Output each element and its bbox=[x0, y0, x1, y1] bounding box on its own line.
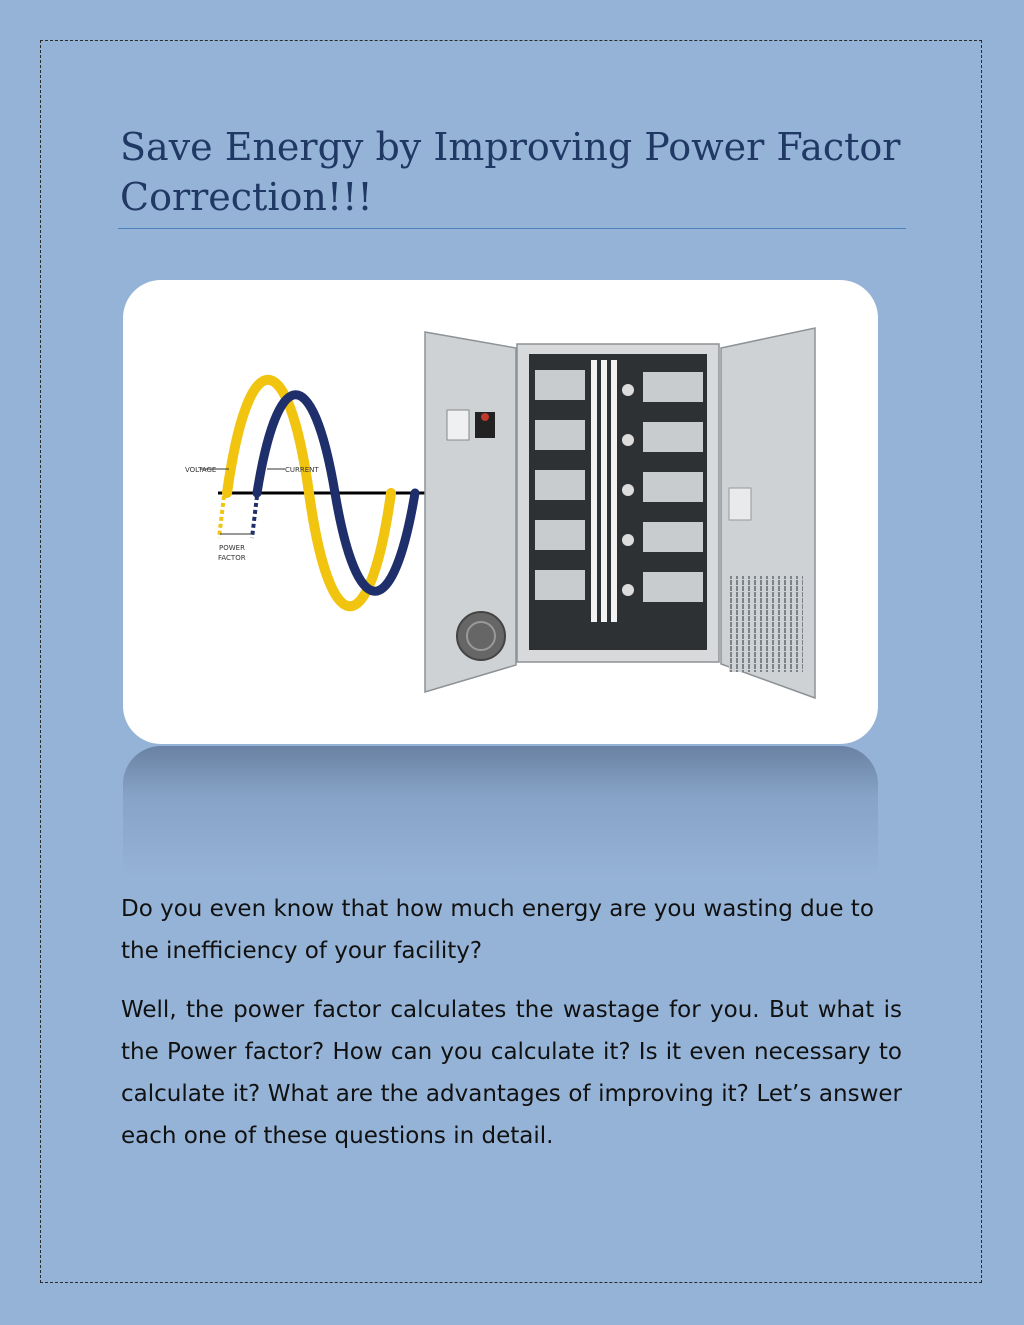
door-switch bbox=[447, 410, 469, 440]
current-label: CURRENT bbox=[285, 466, 319, 474]
capacitor-bank bbox=[535, 420, 585, 450]
figure-reflection bbox=[123, 746, 878, 876]
door-label-plate bbox=[729, 488, 751, 520]
capacitor-bank bbox=[535, 370, 585, 400]
intro-paragraph: Do you even know that how much energy are you wasting due to the inefficiency of your facility? bbox=[121, 896, 874, 964]
figure-illustration bbox=[123, 280, 878, 744]
page-title: Save Energy by Improving Power Factor Correction!!! bbox=[120, 125, 901, 219]
power-factor-label-line1: POWER bbox=[219, 544, 245, 552]
capacitor-bank bbox=[643, 372, 703, 402]
contactor bbox=[622, 484, 634, 496]
door-vent bbox=[729, 576, 803, 672]
capacitor-panel-illustration bbox=[425, 328, 815, 698]
power-factor-figure bbox=[123, 280, 878, 744]
voltage-label: VOLTAGE bbox=[185, 466, 217, 474]
contactor bbox=[622, 434, 634, 446]
capacitor-bank bbox=[643, 472, 703, 502]
contactor bbox=[622, 384, 634, 396]
capacitor-bank bbox=[643, 422, 703, 452]
contactor bbox=[622, 534, 634, 546]
capacitor-bank bbox=[535, 520, 585, 550]
capacitor-bank bbox=[643, 572, 703, 602]
current-dotted-drop bbox=[252, 496, 257, 538]
body-paragraph: Well, the power factor calculates the wastage for you. But what is the Power factor? How can you calculate it? Is it even necessary to calculate it? What are the advantages of improving it? Let’s answer each one of these questions in detail. bbox=[121, 997, 902, 1149]
fan-grille bbox=[457, 612, 505, 660]
busbar bbox=[591, 360, 597, 622]
power-factor-label-line2: FACTOR bbox=[218, 554, 246, 562]
busbar bbox=[611, 360, 617, 622]
capacitor-bank bbox=[643, 522, 703, 552]
title-divider bbox=[118, 228, 906, 229]
contactor bbox=[622, 584, 634, 596]
voltage-dotted-drop bbox=[219, 496, 224, 538]
door-indicator bbox=[481, 413, 489, 421]
waveform-diagram bbox=[185, 380, 428, 607]
capacitor-bank bbox=[535, 570, 585, 600]
capacitor-bank bbox=[535, 470, 585, 500]
busbar bbox=[601, 360, 607, 622]
